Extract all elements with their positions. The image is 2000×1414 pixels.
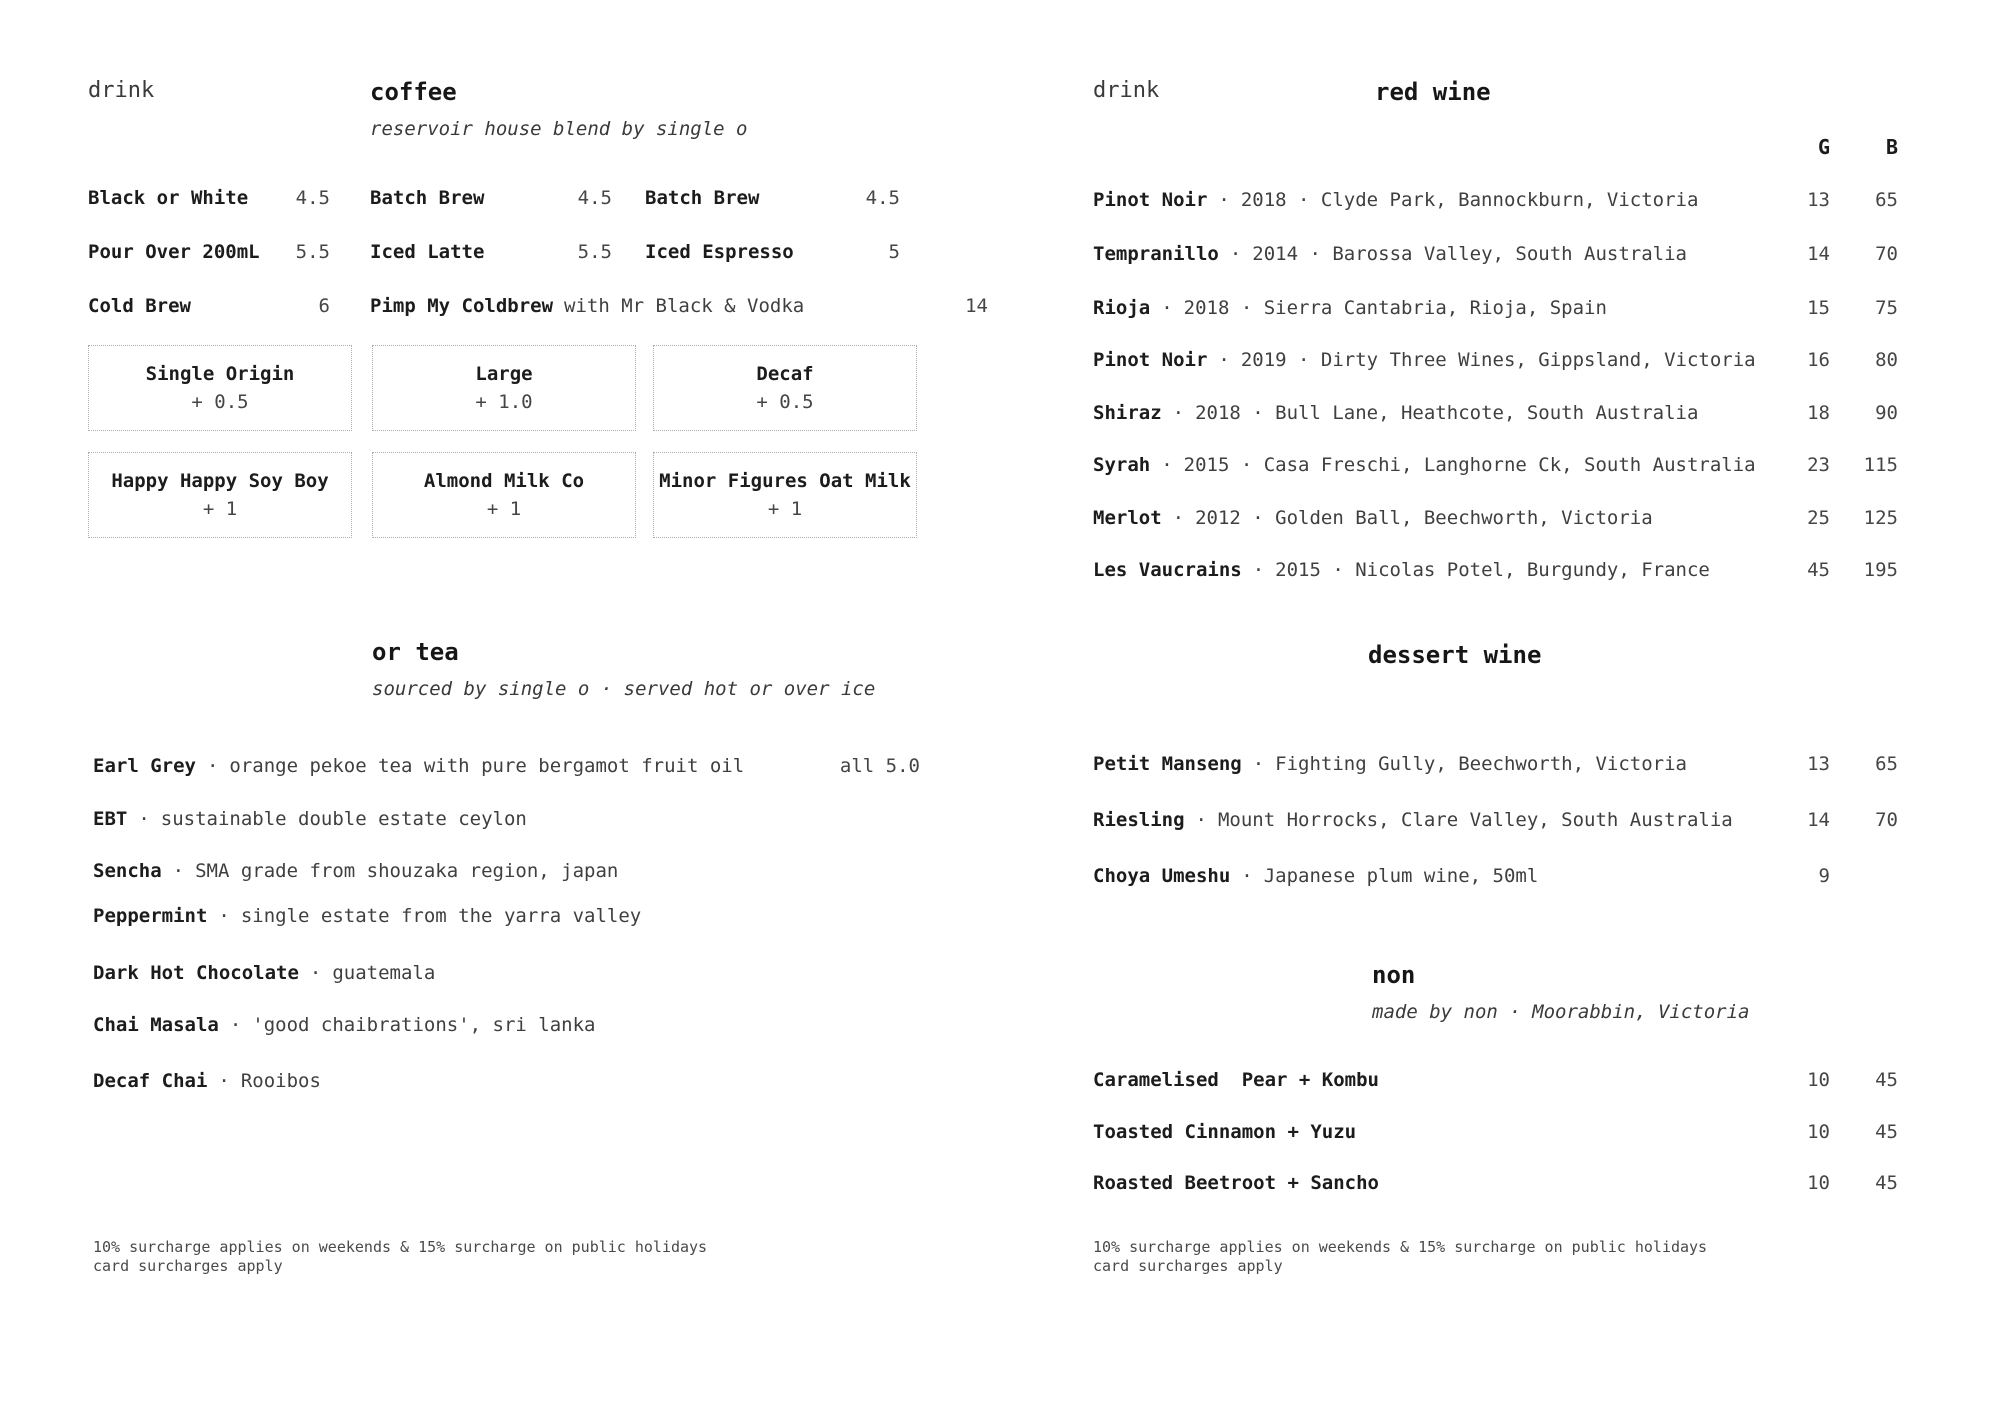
coffee-column-b bbox=[370, 186, 612, 294]
left-surcharge-footer bbox=[93, 1238, 707, 1276]
item-description: 2015 · Casa Freschi, Langhorne Ck, South Australia bbox=[1183, 454, 1756, 476]
dot-separator: · bbox=[1195, 809, 1207, 831]
glass-price: 25 bbox=[1807, 507, 1830, 529]
item-price: 4.5 bbox=[295, 187, 330, 209]
item-name: Black or White bbox=[88, 187, 249, 209]
bottle-price: 115 bbox=[1863, 454, 1898, 476]
glass-price: 10 bbox=[1807, 1069, 1830, 1091]
coffee-price-grid bbox=[88, 186, 988, 348]
item-name: Choya Umeshu bbox=[1093, 865, 1231, 887]
item-name: Syrah bbox=[1093, 454, 1151, 476]
item-name: Roasted Beetroot + Sancho bbox=[1093, 1172, 1379, 1194]
glass-price: 10 bbox=[1807, 1121, 1830, 1143]
dot-separator: · bbox=[229, 1014, 242, 1036]
modifier-box bbox=[653, 345, 917, 431]
dot-separator: · bbox=[172, 860, 185, 882]
bottle-column-header: B bbox=[1885, 135, 1898, 159]
glass-price: 10 bbox=[1807, 1172, 1830, 1194]
coffee-column-c bbox=[645, 186, 900, 294]
item-description: SMA grade from shouzaka region, japan bbox=[195, 860, 619, 882]
item-name: Batch Brew bbox=[645, 187, 760, 209]
dot-separator: · bbox=[1218, 189, 1230, 211]
item-description: Mount Horrocks, Clare Valley, South Australia bbox=[1217, 809, 1733, 831]
glass-price: 45 bbox=[1807, 559, 1830, 581]
glass-price: 18 bbox=[1807, 402, 1830, 424]
item-price: 5 bbox=[888, 241, 900, 263]
item-name: Pinot Noir bbox=[1093, 189, 1208, 211]
item-name: Tempranillo bbox=[1093, 243, 1219, 265]
wine-column-headers bbox=[1093, 135, 1905, 161]
dessert-wine-list bbox=[1093, 752, 1905, 892]
menu-item-row bbox=[93, 807, 920, 833]
section-title-coffee: coffee bbox=[370, 78, 457, 106]
modifier-price: + 1 bbox=[767, 497, 803, 520]
item-price: all 5.0 bbox=[839, 755, 920, 777]
menu-item-row bbox=[1093, 453, 1905, 479]
item-description: 'good chaibrations', sri lanka bbox=[252, 1014, 596, 1036]
item-description: Rooibos bbox=[240, 1070, 321, 1092]
menu-item-row bbox=[1093, 401, 1905, 427]
modifier-box bbox=[372, 452, 636, 538]
item-description: 2018 · Clyde Park, Bannockburn, Victoria bbox=[1240, 189, 1699, 211]
item-price: 6 bbox=[318, 295, 330, 317]
item-name: Pinot Noir bbox=[1093, 349, 1208, 371]
menu-item-row bbox=[1093, 808, 1905, 834]
item-description: 2015 · Nicolas Potel, Burgundy, France bbox=[1275, 559, 1710, 581]
item-description: single estate from the yarra valley bbox=[240, 905, 642, 927]
item-description: 2018 · Bull Lane, Heathcote, South Australia bbox=[1195, 402, 1699, 424]
modifier-box bbox=[372, 345, 636, 431]
menu-item-row bbox=[370, 186, 612, 240]
page-kicker: drink bbox=[88, 78, 155, 103]
modifier-price: + 1 bbox=[202, 497, 238, 520]
modifier-name: Single Origin bbox=[145, 362, 295, 385]
coffee-modifier-boxes bbox=[88, 345, 920, 540]
glass-price: 13 bbox=[1807, 753, 1830, 775]
bottle-price: 75 bbox=[1875, 297, 1898, 319]
item-name: Pour Over 200mL bbox=[88, 241, 260, 263]
non-subtitle: made by non · Moorabbin, Victoria bbox=[1372, 1001, 1750, 1023]
menu-item-row bbox=[88, 294, 330, 348]
modifier-price: + 0.5 bbox=[191, 390, 249, 413]
item-price: 5.5 bbox=[577, 241, 612, 263]
glass-price: 13 bbox=[1807, 189, 1830, 211]
menu-item-row bbox=[88, 186, 330, 240]
bottle-price: 65 bbox=[1875, 189, 1898, 211]
glass-price: 9 bbox=[1818, 865, 1830, 887]
glass-price: 14 bbox=[1807, 809, 1830, 831]
menu-item-row bbox=[1093, 558, 1905, 584]
section-title-non: non bbox=[1372, 961, 1416, 989]
menu-item-row bbox=[1093, 864, 1905, 890]
footer-line: card surcharges apply bbox=[1093, 1257, 1283, 1275]
menu-item-row bbox=[93, 754, 920, 780]
modifier-box bbox=[653, 452, 917, 538]
item-name: Batch Brew bbox=[370, 187, 485, 209]
footer-line: 10% surcharge applies on weekends & 15% surcharge on public holidays bbox=[1093, 1238, 1708, 1256]
item-name: Chai Masala bbox=[93, 1014, 219, 1036]
modifier-box bbox=[88, 452, 352, 538]
dot-separator: · bbox=[1229, 243, 1242, 265]
right-surcharge-footer bbox=[1093, 1238, 1707, 1276]
bottle-price: 45 bbox=[1875, 1069, 1898, 1091]
coffee-column-a bbox=[88, 186, 330, 348]
item-name: Iced Latte bbox=[370, 241, 485, 263]
item-name: Decaf Chai bbox=[93, 1070, 208, 1092]
item-name: Cold Brew bbox=[88, 295, 191, 317]
bottle-price: 70 bbox=[1875, 809, 1898, 831]
modifier-price: + 1.0 bbox=[475, 390, 533, 413]
dot-separator: · bbox=[1218, 349, 1230, 371]
modifier-name: Large bbox=[475, 362, 533, 385]
dot-separator: · bbox=[1252, 753, 1265, 775]
menu-item-row bbox=[93, 1069, 920, 1095]
menu-item-row bbox=[1093, 1120, 1905, 1146]
non-drinks-list bbox=[1093, 1068, 1905, 1208]
bottle-price: 65 bbox=[1875, 753, 1898, 775]
dot-separator: · bbox=[1241, 865, 1253, 887]
glass-price: 15 bbox=[1807, 297, 1830, 319]
dot-separator: · bbox=[1161, 297, 1173, 319]
menu-item-row bbox=[93, 859, 920, 885]
item-price: 4.5 bbox=[577, 187, 612, 209]
bottle-price: 90 bbox=[1875, 402, 1898, 424]
dot-separator: · bbox=[1161, 454, 1173, 476]
item-name: Caramelised Pear + Kombu bbox=[1093, 1069, 1379, 1091]
menu-item-row bbox=[1093, 506, 1905, 532]
menu-item-row bbox=[645, 186, 900, 240]
menu-item-row bbox=[93, 904, 920, 930]
tea-subtitle: sourced by single o · served hot or over ice bbox=[372, 678, 876, 700]
footer-line: 10% surcharge applies on weekends & 15% surcharge on public holidays bbox=[93, 1238, 708, 1256]
dot-separator: · bbox=[309, 962, 322, 984]
modifier-name: Happy Happy Soy Boy bbox=[111, 469, 329, 492]
item-name: Petit Manseng bbox=[1093, 753, 1242, 775]
item-description: Japanese plum wine, 50ml bbox=[1263, 865, 1539, 887]
modifier-name: Almond Milk Co bbox=[423, 469, 585, 492]
glass-price: 23 bbox=[1807, 454, 1830, 476]
item-description: with Mr Black & Vodka bbox=[564, 295, 805, 317]
section-title-tea: or tea bbox=[372, 638, 459, 666]
dot-separator: · bbox=[1172, 402, 1185, 424]
non-section-header bbox=[1372, 961, 1750, 1023]
bottle-price: 45 bbox=[1875, 1121, 1898, 1143]
item-description: guatemala bbox=[332, 962, 436, 984]
item-description: 2018 · Sierra Cantabria, Rioja, Spain bbox=[1183, 297, 1607, 319]
modifier-price: + 1 bbox=[486, 497, 522, 520]
section-title-red-wine: red wine bbox=[1375, 78, 1491, 106]
bottle-price: 195 bbox=[1863, 559, 1898, 581]
item-name: Earl Grey bbox=[93, 755, 196, 777]
glass-price: 14 bbox=[1807, 243, 1830, 265]
item-name: Toasted Cinnamon + Yuzu bbox=[1093, 1121, 1357, 1143]
bottle-price: 70 bbox=[1875, 243, 1898, 265]
menu-item-row bbox=[645, 240, 900, 294]
modifier-name: Minor Figures Oat Milk bbox=[659, 469, 911, 492]
dot-separator: · bbox=[1172, 507, 1185, 529]
menu-item-row bbox=[1093, 348, 1905, 374]
item-description: 2019 · Dirty Three Wines, Gippsland, Victoria bbox=[1240, 349, 1756, 371]
dot-separator: · bbox=[138, 808, 150, 830]
item-description: 2012 · Golden Ball, Beechworth, Victoria bbox=[1195, 507, 1653, 529]
item-name: Rioja bbox=[1093, 297, 1151, 319]
item-name: Peppermint bbox=[93, 905, 208, 927]
menu-item-row bbox=[1093, 296, 1905, 322]
right-page-header bbox=[1093, 78, 1491, 106]
bottle-price: 80 bbox=[1875, 349, 1898, 371]
menu-item-row bbox=[1093, 242, 1905, 268]
page-kicker: drink bbox=[1093, 78, 1160, 103]
item-name: Merlot bbox=[1093, 507, 1162, 529]
item-price: 14 bbox=[965, 295, 988, 317]
item-description: Fighting Gully, Beechworth, Victoria bbox=[1275, 753, 1687, 775]
glass-column-header: G bbox=[1817, 135, 1830, 159]
dessert-wine-section-header bbox=[1368, 641, 1541, 669]
coffee-special-row bbox=[370, 294, 988, 318]
item-name: Iced Espresso bbox=[645, 241, 794, 263]
menu-item-row bbox=[88, 240, 330, 294]
bottle-price: 125 bbox=[1863, 507, 1898, 529]
left-page-header bbox=[88, 78, 748, 140]
item-description: sustainable double estate ceylon bbox=[160, 808, 527, 830]
item-text bbox=[370, 294, 804, 318]
menu-item-row bbox=[1093, 188, 1905, 214]
item-name: Dark Hot Chocolate bbox=[93, 962, 299, 984]
menu-item-row bbox=[93, 1013, 920, 1039]
section-title-dessert-wine: dessert wine bbox=[1368, 641, 1542, 669]
menu-item-row bbox=[1093, 1171, 1905, 1197]
item-name: Sencha bbox=[93, 860, 162, 882]
bottle-price: 45 bbox=[1875, 1172, 1898, 1194]
coffee-section-header bbox=[370, 78, 748, 140]
item-description: orange pekoe tea with pure bergamot fruit oil bbox=[229, 755, 745, 777]
item-price: 5.5 bbox=[295, 241, 330, 263]
dot-separator: · bbox=[218, 905, 230, 927]
item-name: Riesling bbox=[1093, 809, 1185, 831]
modifier-price: + 0.5 bbox=[756, 390, 814, 413]
dot-separator: · bbox=[218, 1070, 230, 1092]
glass-price: 16 bbox=[1807, 349, 1830, 371]
modifier-box bbox=[88, 345, 352, 431]
dot-separator: · bbox=[206, 755, 219, 777]
red-wine-list bbox=[1093, 188, 1905, 588]
tea-section-header bbox=[372, 638, 875, 700]
item-name: EBT bbox=[93, 808, 128, 830]
item-name: Shiraz bbox=[1093, 402, 1162, 424]
tea-list bbox=[93, 754, 920, 1104]
item-name: Pimp My Coldbrew bbox=[370, 295, 554, 317]
modifier-name: Decaf bbox=[756, 362, 814, 385]
coffee-subtitle: reservoir house blend by single o bbox=[370, 118, 748, 140]
menu-item-row bbox=[93, 961, 920, 987]
menu-item-row bbox=[370, 240, 612, 294]
item-description: 2014 · Barossa Valley, South Australia bbox=[1252, 243, 1687, 265]
menu-item-row bbox=[1093, 752, 1905, 778]
item-price: 4.5 bbox=[865, 187, 900, 209]
dot-separator: · bbox=[1252, 559, 1265, 581]
menu-item-row bbox=[1093, 1068, 1905, 1094]
footer-line: card surcharges apply bbox=[93, 1257, 283, 1275]
item-name: Les Vaucrains bbox=[1093, 559, 1242, 581]
